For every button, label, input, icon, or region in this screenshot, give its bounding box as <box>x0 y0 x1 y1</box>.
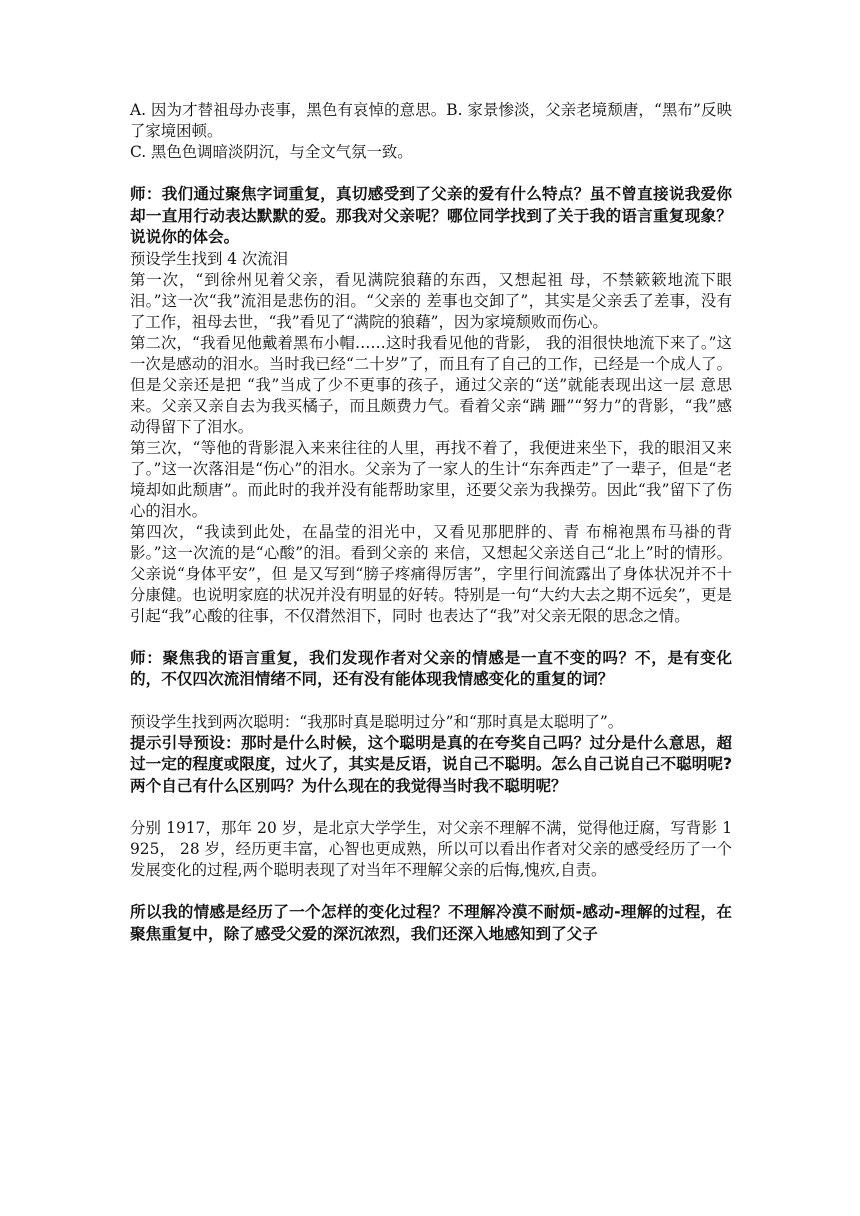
preset-two-clever: 预设学生找到两次聪明：“我那时真是聪明过分”和“那时真是太聪明了”。 <box>130 712 624 731</box>
fourth-tears-paragraph: 第四次，“我读到此处，在晶莹的泪光中，又看见那肥胖的、青 布棉袍黑布马褂的背影。”这一次流的是“心酸”的泪。看到父亲的 来信，又想起父亲送自己“北上”时的情形。父亲说“身体平安”，但 是又写到“膀子疼痛得厉害”，字里行间流露出了身体状况并不十 分康健。也说明家庭的状况并没有明显的好转。特别是一句“大约大去之期不远矣”，更是引起“我”心酸的往事，不仅潸然泪下，同时 也表达了“我”对父亲无限的思念之情。 <box>130 522 732 625</box>
teacher-question-emotion-change: 师：聚焦我的语言重复，我们发现作者对父亲的情感是一直不变的吗？不，是有变化的，不仅四次流泪情绪不同，还有没有能体现我情感变化的重复的词？ <box>130 648 732 688</box>
guidance-prompt: 提示引导预设：那时是什么时候，这个聪明是真的在夸奖自己吗？过分是什么意思，超过一定的程度或限度，过火了，其实是反语，说自己不聪明。怎么自己说自己不聪明呢?两个自己有什么区别吗？为什么现在的我觉得当时我不聪明呢？ <box>130 733 732 795</box>
teacher-question-father-love: 师：我们通过聚焦字词重复，真切感受到了父亲的爱有什么特点？虽不曾直接说我爱你却一直用行动表达默默的爱。那我对父亲呢？哪位同学找到了关于我的语言重复现象？说说你的体会。 <box>130 185 732 246</box>
paragraph-gap <box>130 691 732 712</box>
emotion-process-summary: 所以我的情感是经历了一个怎样的变化过程？不理解冷漠不耐烦-感动-理解的过程，在聚焦重复中，除了感受父爱的深沉浓烈，我们还深入地感知到了父子 <box>130 903 732 943</box>
paragraph-gap <box>130 881 732 902</box>
third-tears-paragraph: 第三次，“等他的背影混入来来往往的人里，再找不着了，我便进来坐下，我的眼泪又来了。”这一次落泪是“伤心”的泪水。父亲为了一家人的生计“东奔西走”了一辈子，但是“老境却如此颓唐”。而此时的我并没有能帮助家里，还要父亲为我操劳。因此“我”留下了伤心的泪水。 <box>130 438 732 520</box>
second-tears-paragraph: 第二次，“我看见他戴着黑布小帽……这时我看见他的背影， 我的泪很快地流下来了。”这一次是感动的泪水。当时我已经“二十岁”了，而且有了自己的工作，已经是一个成人了。但是父亲还是把 “我”当成了少不更事的孩子，通过父亲的“送”就能表现出这一层 意思来。父亲又亲自去为我买橘子，而且颇费力气。看着父亲“蹒 跚”“努力”的背影，“我”感动得留下了泪水。 <box>130 333 732 436</box>
preset-four-tears: 预设学生找到 4 次流泪 <box>130 249 289 268</box>
paragraph-gap <box>130 797 732 818</box>
answer-options-ab: A. 因为才替祖母办丧事，黑色有哀悼的意思。B. 家景惨淡，父亲老境颓唐，“黑布”反映了家境困顿。 <box>130 101 732 140</box>
first-tears-paragraph: 第一次，“到徐州见着父亲，看见满院狼藉的东西，又想起祖 母，不禁簌簌地流下眼泪。”这一次“我”流泪是悲伤的泪。“父亲的 差事也交卸了”，其实是父亲丢了差事，没有了工作，祖母去世，“我”看见了“满院的狼藉”，因为家境颓败而伤心。 <box>130 270 732 331</box>
paragraph-gap <box>130 627 732 648</box>
paragraph-gap <box>130 163 732 184</box>
age-comparison-paragraph: 分别 1917，那年 20 岁，是北京大学学生，对父亲不理解不满，觉得他迂腐，写背影 1925， 28 岁，经历更丰富，心智也更成熟，所以可以看出作者对父亲的感受经历了一个发展变化的过程,两个聪明表现了对当年不理解父亲的后悔,愧疚,自责。 <box>130 819 732 879</box>
answer-option-c: C. 黑色色调暗淡阴沉，与全文气氛一致。 <box>130 143 413 161</box>
document-page <box>130 100 732 945</box>
